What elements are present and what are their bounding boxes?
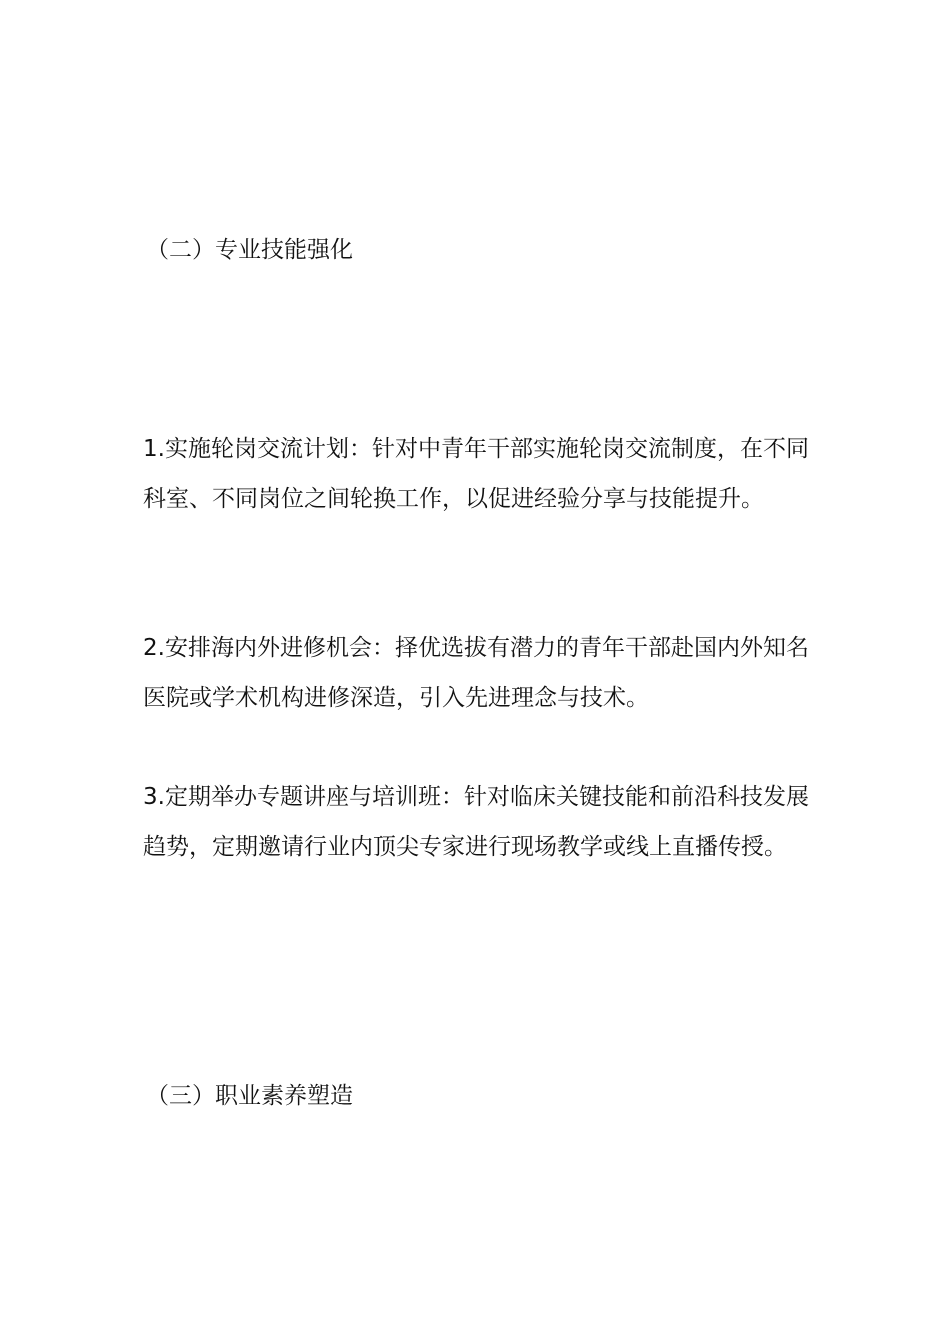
section-heading-professional-skills: （二）专业技能强化 bbox=[146, 237, 353, 263]
list-item-advanced-study: 2.安排海内外进修机会：择优选拔有潜力的青年干部赴国内外知名医院或学术机构进修深造，引入先进理念与技术。 bbox=[143, 635, 809, 711]
section-heading-professional-quality: （三）职业素养塑造 bbox=[146, 1083, 353, 1109]
list-item-lectures-training: 3.定期举办专题讲座与培训班：针对临床关键技能和前沿科技发展趋势，定期邀请行业内顶尖专家进行现场教学或线上直播传授。 bbox=[143, 784, 809, 860]
list-item-rotation-plan: 1.实施轮岗交流计划：针对中青年干部实施轮岗交流制度，在不同科室、不同岗位之间轮换工作，以促进经验分享与技能提升。 bbox=[143, 436, 809, 512]
